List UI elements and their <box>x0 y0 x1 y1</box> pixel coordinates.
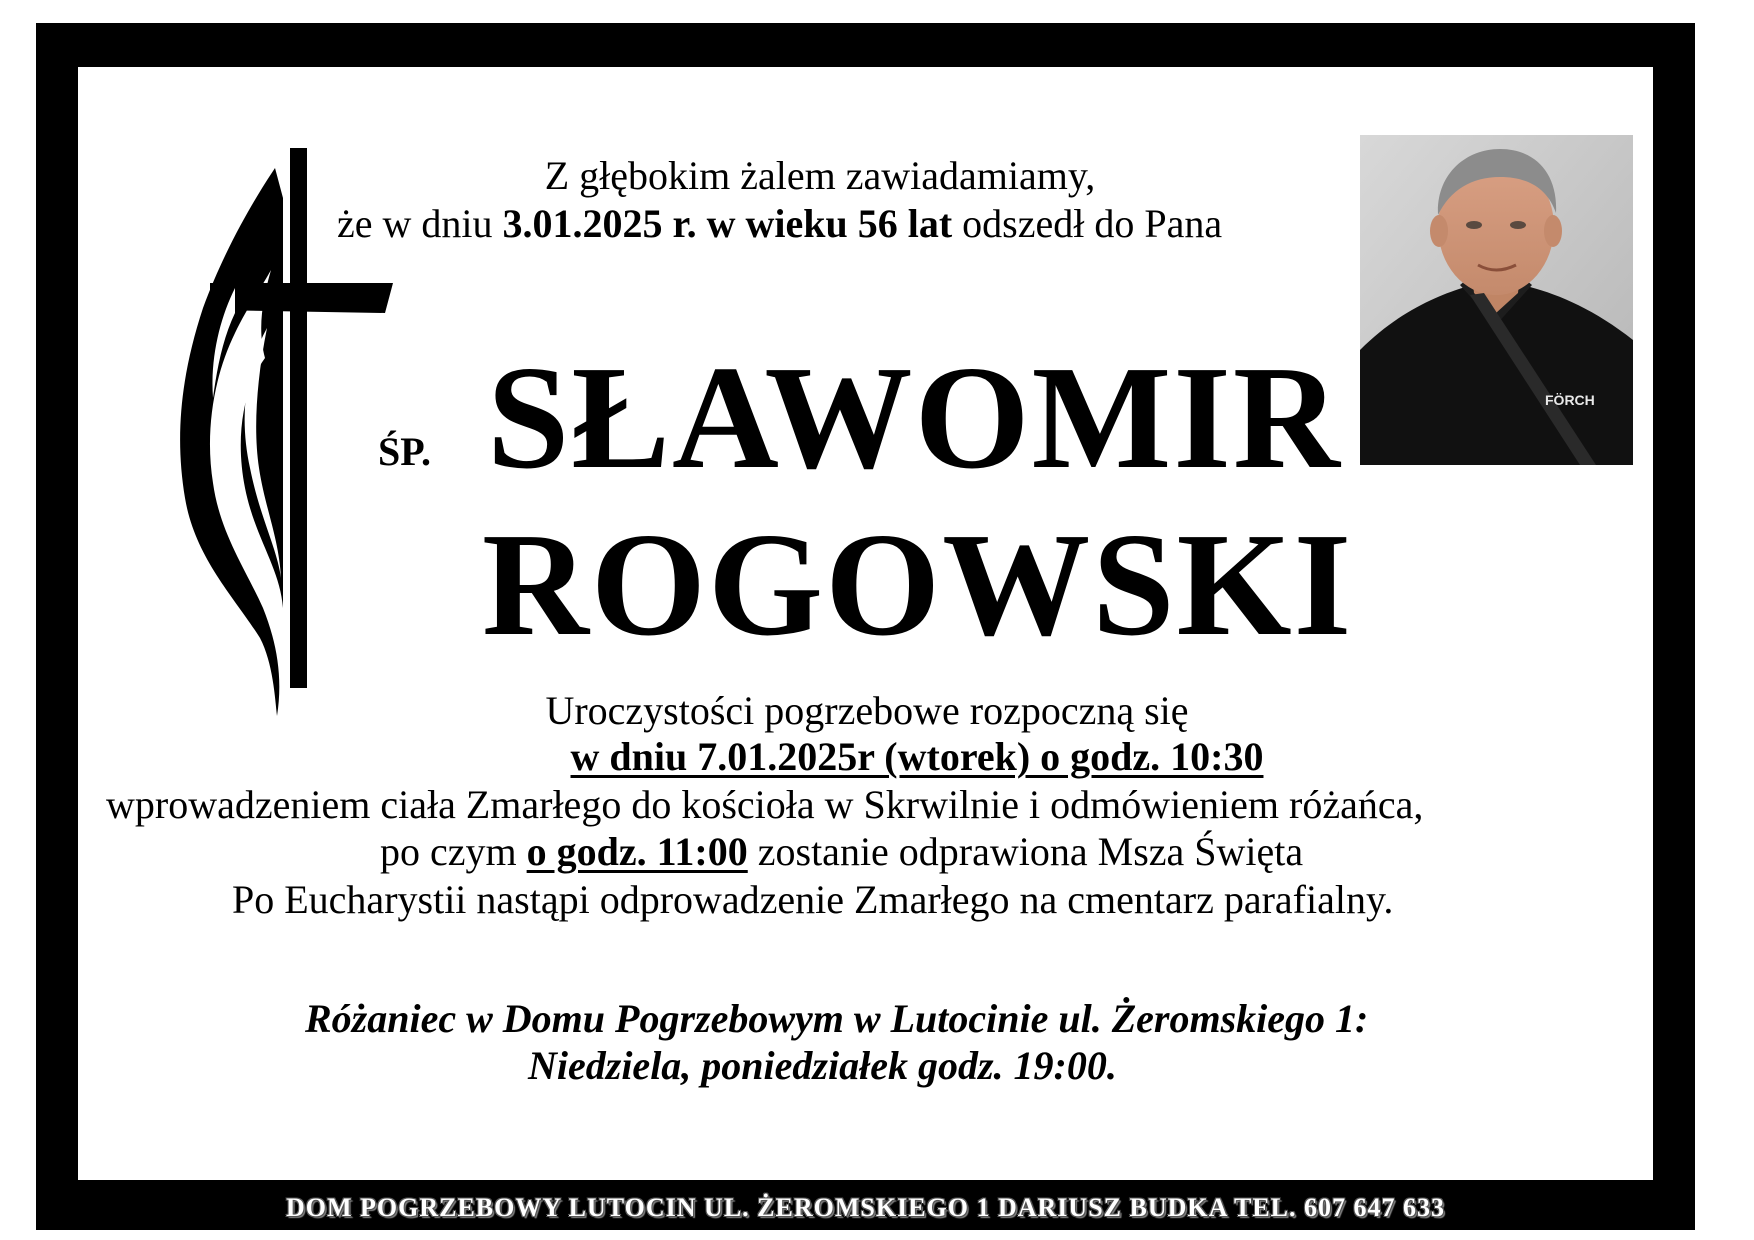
first-name: SŁAWOMIR <box>487 336 1342 500</box>
funeral-home-footer: DOM POGRZEBOWY LUTOCIN UL. ŻEROMSKIEGO 1 DARIUSZ BUDKA TEL. 607 647 633 <box>285 1193 1446 1222</box>
rosary-line-2: Niedziela, poniedziałek godz. 19:00. <box>528 1043 1117 1088</box>
intro-line-2 <box>337 201 1222 247</box>
last-name: ROGOWSKI <box>482 503 1354 667</box>
ceremony-line-3: wprowadzeniem ciała Zmarłego do kościoła w Skrwilnie i odmówieniem różańca, <box>106 782 1424 827</box>
mass-time: o godz. 11:00 <box>526 829 748 874</box>
portrait-image <box>1360 135 1633 465</box>
ceremony-line-1: Uroczystości pogrzebowe rozpoczną się <box>545 688 1189 733</box>
shirt-logo: FÖRCH <box>1545 392 1595 408</box>
funeral-date-time: w dniu 7.01.2025r (wtorek) o godz. 10:30 <box>570 734 1264 779</box>
sp-prefix: ŚP. <box>378 429 432 474</box>
ceremony-line-2 <box>477 734 1357 780</box>
intro-line-1 <box>500 153 1140 199</box>
rosary-line-1: Różaniec w Domu Pogrzebowym w Lutocinie ul. Żeromskiego 1: <box>305 996 1369 1041</box>
intro-text-2-post: odszedł do Pana <box>952 201 1223 246</box>
intro-text-1: Z głębokim żalem zawiadamiamy, <box>544 153 1096 198</box>
ceremony-line-4 <box>380 829 1303 875</box>
ceremony-line-5: Po Eucharystii nastąpi odprowadzenie Zmarłego na cmentarz parafialny. <box>232 877 1394 922</box>
deceased-photo <box>1360 135 1633 465</box>
intro-text-2-pre: że w dniu <box>337 201 503 246</box>
ceremony-line-4-pre: po czym <box>380 829 527 874</box>
ceremony-line-4-post: zostanie odprawiona Msza Święta <box>747 829 1304 874</box>
death-date-age: 3.01.2025 r. w wieku 56 lat <box>502 201 953 246</box>
